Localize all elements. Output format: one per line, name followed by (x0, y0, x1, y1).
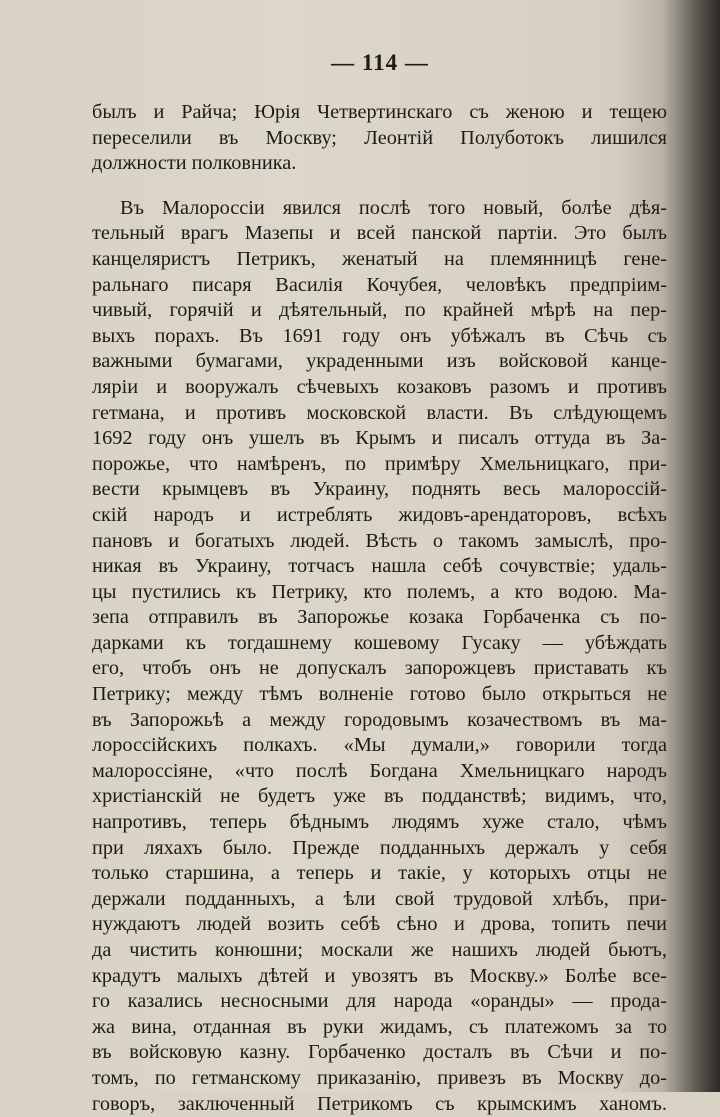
text-line: дарками къ тогдашнему кошевому Гусаку — убѣждать (92, 631, 667, 654)
text-line: жа вина, отданная въ руки жидамъ, съ платежомъ за то (92, 1015, 667, 1038)
text-line: говоръ, заключенный Петрикомъ съ крымскимъ ханомъ. (92, 1092, 667, 1115)
text-line: держали подданныхъ, а ѣли свой трудовой хлѣбъ, при- (92, 887, 667, 910)
text-line: только старшина, а теперь и такіе, у которыхъ отцы не (92, 862, 667, 885)
text-line: да чистить конюшни; москали же нашихъ людей бьютъ, (92, 939, 667, 961)
text-line: зепа отправилъ въ Запорожье козака Горбаченка съ по- (92, 606, 667, 629)
text-line: томъ, по гетманскому приказанію, привезъ въ Москву до- (92, 1066, 667, 1089)
text-line: выхъ порахъ. Въ 1691 году онъ убѣжалъ въ Сѣчь съ (92, 324, 667, 347)
text-line: вести крымцевъ въ Украину, поднять весь малороссій- (92, 478, 667, 501)
text-line: 1692 году онъ ушелъ въ Крымъ и писалъ оттуда въ За- (92, 427, 667, 450)
text-line: тельный врагъ Мазепы и всей панской партіи. Это былъ (92, 222, 667, 245)
text-line: канцеляристъ Петрикъ, женатый на племянницѣ гене- (92, 247, 667, 270)
text-line: малороссіяне, «что послѣ Богдана Хмельницкаго народъ (92, 759, 667, 782)
text-line: пановъ и богатыхъ людей. Вѣсть о такомъ замыслѣ, про- (92, 529, 667, 552)
text-line: гетмана, и противъ московской власти. Въ слѣдующемъ (92, 401, 667, 424)
text-line: переселили въ Москву; Леонтій Полуботокъ лишился (92, 126, 667, 149)
text-line: въ войсковую казну. Горбаченко досталъ въ Сѣчи и по- (92, 1041, 667, 1064)
text-line: ляріи и вооружалъ сѣчевыхъ козаковъ разомъ и противъ (92, 375, 667, 398)
paragraph-2 (92, 196, 667, 1117)
text-line: былъ и Райча; Юрія Четвертинскаго съ женою и тещею (92, 101, 667, 123)
text-line: важными бумагами, украденными изъ войсковой канце- (92, 350, 667, 373)
text-line: Въ Малороссіи явился послѣ того новый, болѣе дѣя- (120, 196, 667, 219)
text-line: напротивъ, теперь бѣднымъ людямъ хуже стало, чѣмъ (92, 811, 667, 834)
paragraph-gap (92, 177, 667, 196)
text-line: ральнаго писаря Василія Кочубея, человѣкъ предпріим- (92, 273, 667, 296)
text-line: чивый, горячій и дѣятельный, по крайней мѣрѣ на пер- (92, 299, 667, 322)
text-line: христіанскій не будетъ уже въ подданствѣ; видимъ, что, (92, 785, 667, 808)
text-line: лороссійскихъ полкахъ. «Мы думали,» говорили тогда (92, 734, 667, 757)
text-line: Петрику; между тѣмъ волненіе готово было открыться не (92, 683, 667, 706)
text-line: го казались несносными для народа «оранды» — прода- (92, 990, 667, 1013)
page-text (92, 100, 667, 1117)
text-line: его, чтобъ онъ не допускалъ запорожцевъ приставать къ (92, 657, 667, 680)
text-line: должности полковника. (92, 152, 297, 175)
text-line: крадутъ малыхъ дѣтей и увозятъ въ Москву.» Болѣе все- (92, 964, 667, 987)
paragraph-1 (92, 100, 667, 177)
text-line: никая въ Украину, тотчасъ нашла себѣ сочувствіе; удаль- (92, 555, 667, 578)
text-line: при ляхахъ было. Прежде подданныхъ держалъ у себя (92, 836, 667, 859)
text-line: цы пустились къ Петрику, кто полемъ, а кто водою. Ма- (92, 580, 667, 603)
text-line: въ Запорожьѣ а между городовымъ козачествомъ въ ма- (92, 708, 667, 731)
text-line: нуждаютъ людей возить себѣ сѣно и дрова, топить печи (92, 913, 667, 936)
text-line: скій народъ и истреблять жидовъ-арендаторовъ, всѣхъ (92, 503, 667, 526)
page-number: — 114 — (331, 50, 429, 75)
text-line: порожье, что намѣренъ, по примѣру Хмельницкаго, при- (92, 452, 667, 475)
